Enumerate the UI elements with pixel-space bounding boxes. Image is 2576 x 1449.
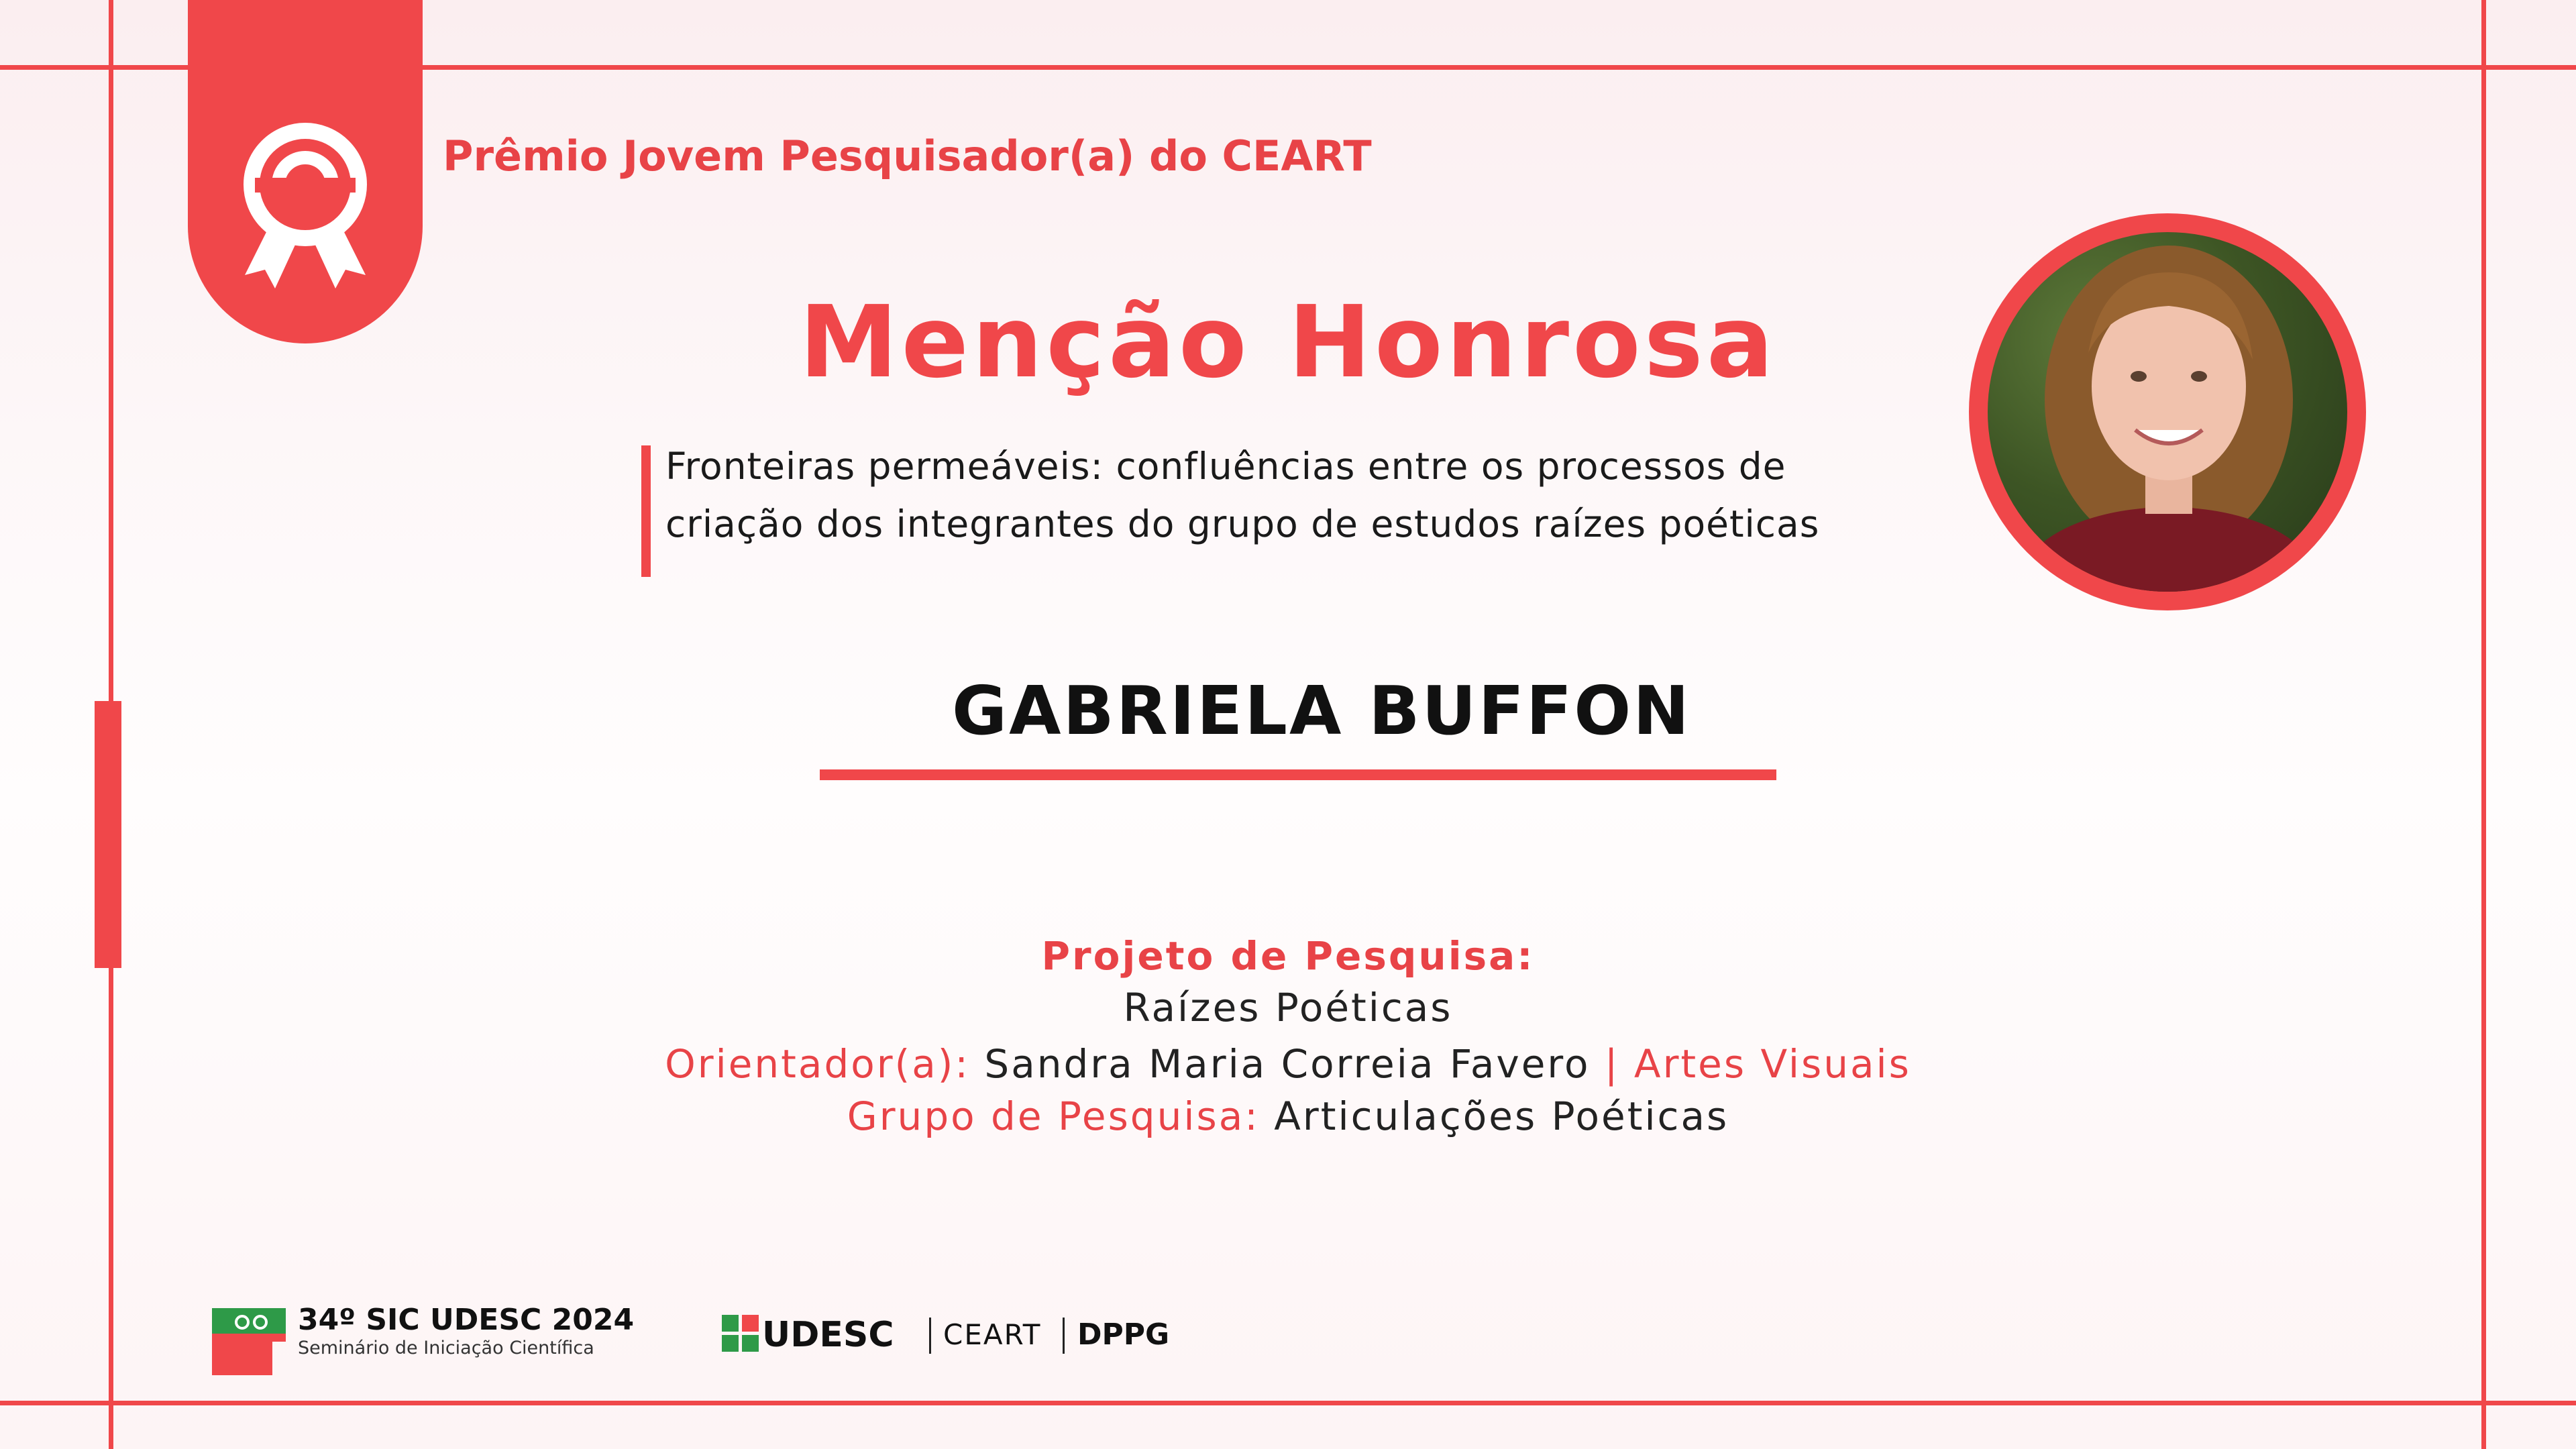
advisor-row xyxy=(550,1037,2026,1091)
ceart-logo-text: CEART xyxy=(943,1318,1042,1351)
project-title-line-2: criação dos integrantes do grupo de estudos raízes poéticas xyxy=(665,502,1820,545)
logo-separator xyxy=(1063,1318,1065,1354)
awardee-name: GABRIELA BUFFON xyxy=(952,672,1691,750)
logo-separator xyxy=(929,1318,931,1354)
sic-title: 34º SIC UDESC 2024 xyxy=(298,1303,635,1337)
name-underline xyxy=(820,769,1776,780)
project-label: Projeto de Pesquisa: xyxy=(1041,933,1535,979)
quote-bar xyxy=(641,445,651,577)
advisor-separator: | xyxy=(1604,1041,1620,1087)
sic-logo xyxy=(212,1300,635,1381)
advisor-value: Sandra Maria Correia Favero xyxy=(984,1041,1591,1087)
institution-logos xyxy=(722,1308,1191,1362)
sic-head-icon xyxy=(212,1300,292,1377)
frame-bottom-line xyxy=(0,1401,2576,1405)
udesc-logo-text: UDESC xyxy=(762,1315,894,1355)
award-title: Prêmio Jovem Pesquisador(a) do CEART xyxy=(443,131,1372,180)
profile-photo-frame xyxy=(1969,213,2366,610)
profile-photo xyxy=(1988,232,2347,592)
portrait-illustration xyxy=(1988,232,2347,592)
frame-right-line xyxy=(2481,0,2486,1449)
sic-subtitle: Seminário de Iniciação Científica xyxy=(298,1338,594,1358)
award-ribbon-icon xyxy=(228,121,382,295)
group-value: Articulações Poéticas xyxy=(1274,1093,1729,1139)
udesc-mark-icon xyxy=(722,1315,759,1352)
project-value: Raízes Poéticas xyxy=(1123,985,1453,1030)
group-label: Grupo de Pesquisa: xyxy=(847,1093,1260,1139)
project-title xyxy=(665,437,1994,553)
dppg-logo-text: DPPG xyxy=(1077,1318,1170,1352)
advisor-dept: Artes Visuais xyxy=(1633,1041,1911,1087)
page-title: Menção Honrosa xyxy=(799,284,1777,400)
advisor-label: Orientador(a): xyxy=(665,1041,970,1087)
group-row xyxy=(550,1089,2026,1143)
frame-left-accent xyxy=(95,701,121,968)
award-ribbon xyxy=(188,0,423,343)
project-title-line-1: Fronteiras permeáveis: confluências entre os processos de xyxy=(665,445,1786,488)
